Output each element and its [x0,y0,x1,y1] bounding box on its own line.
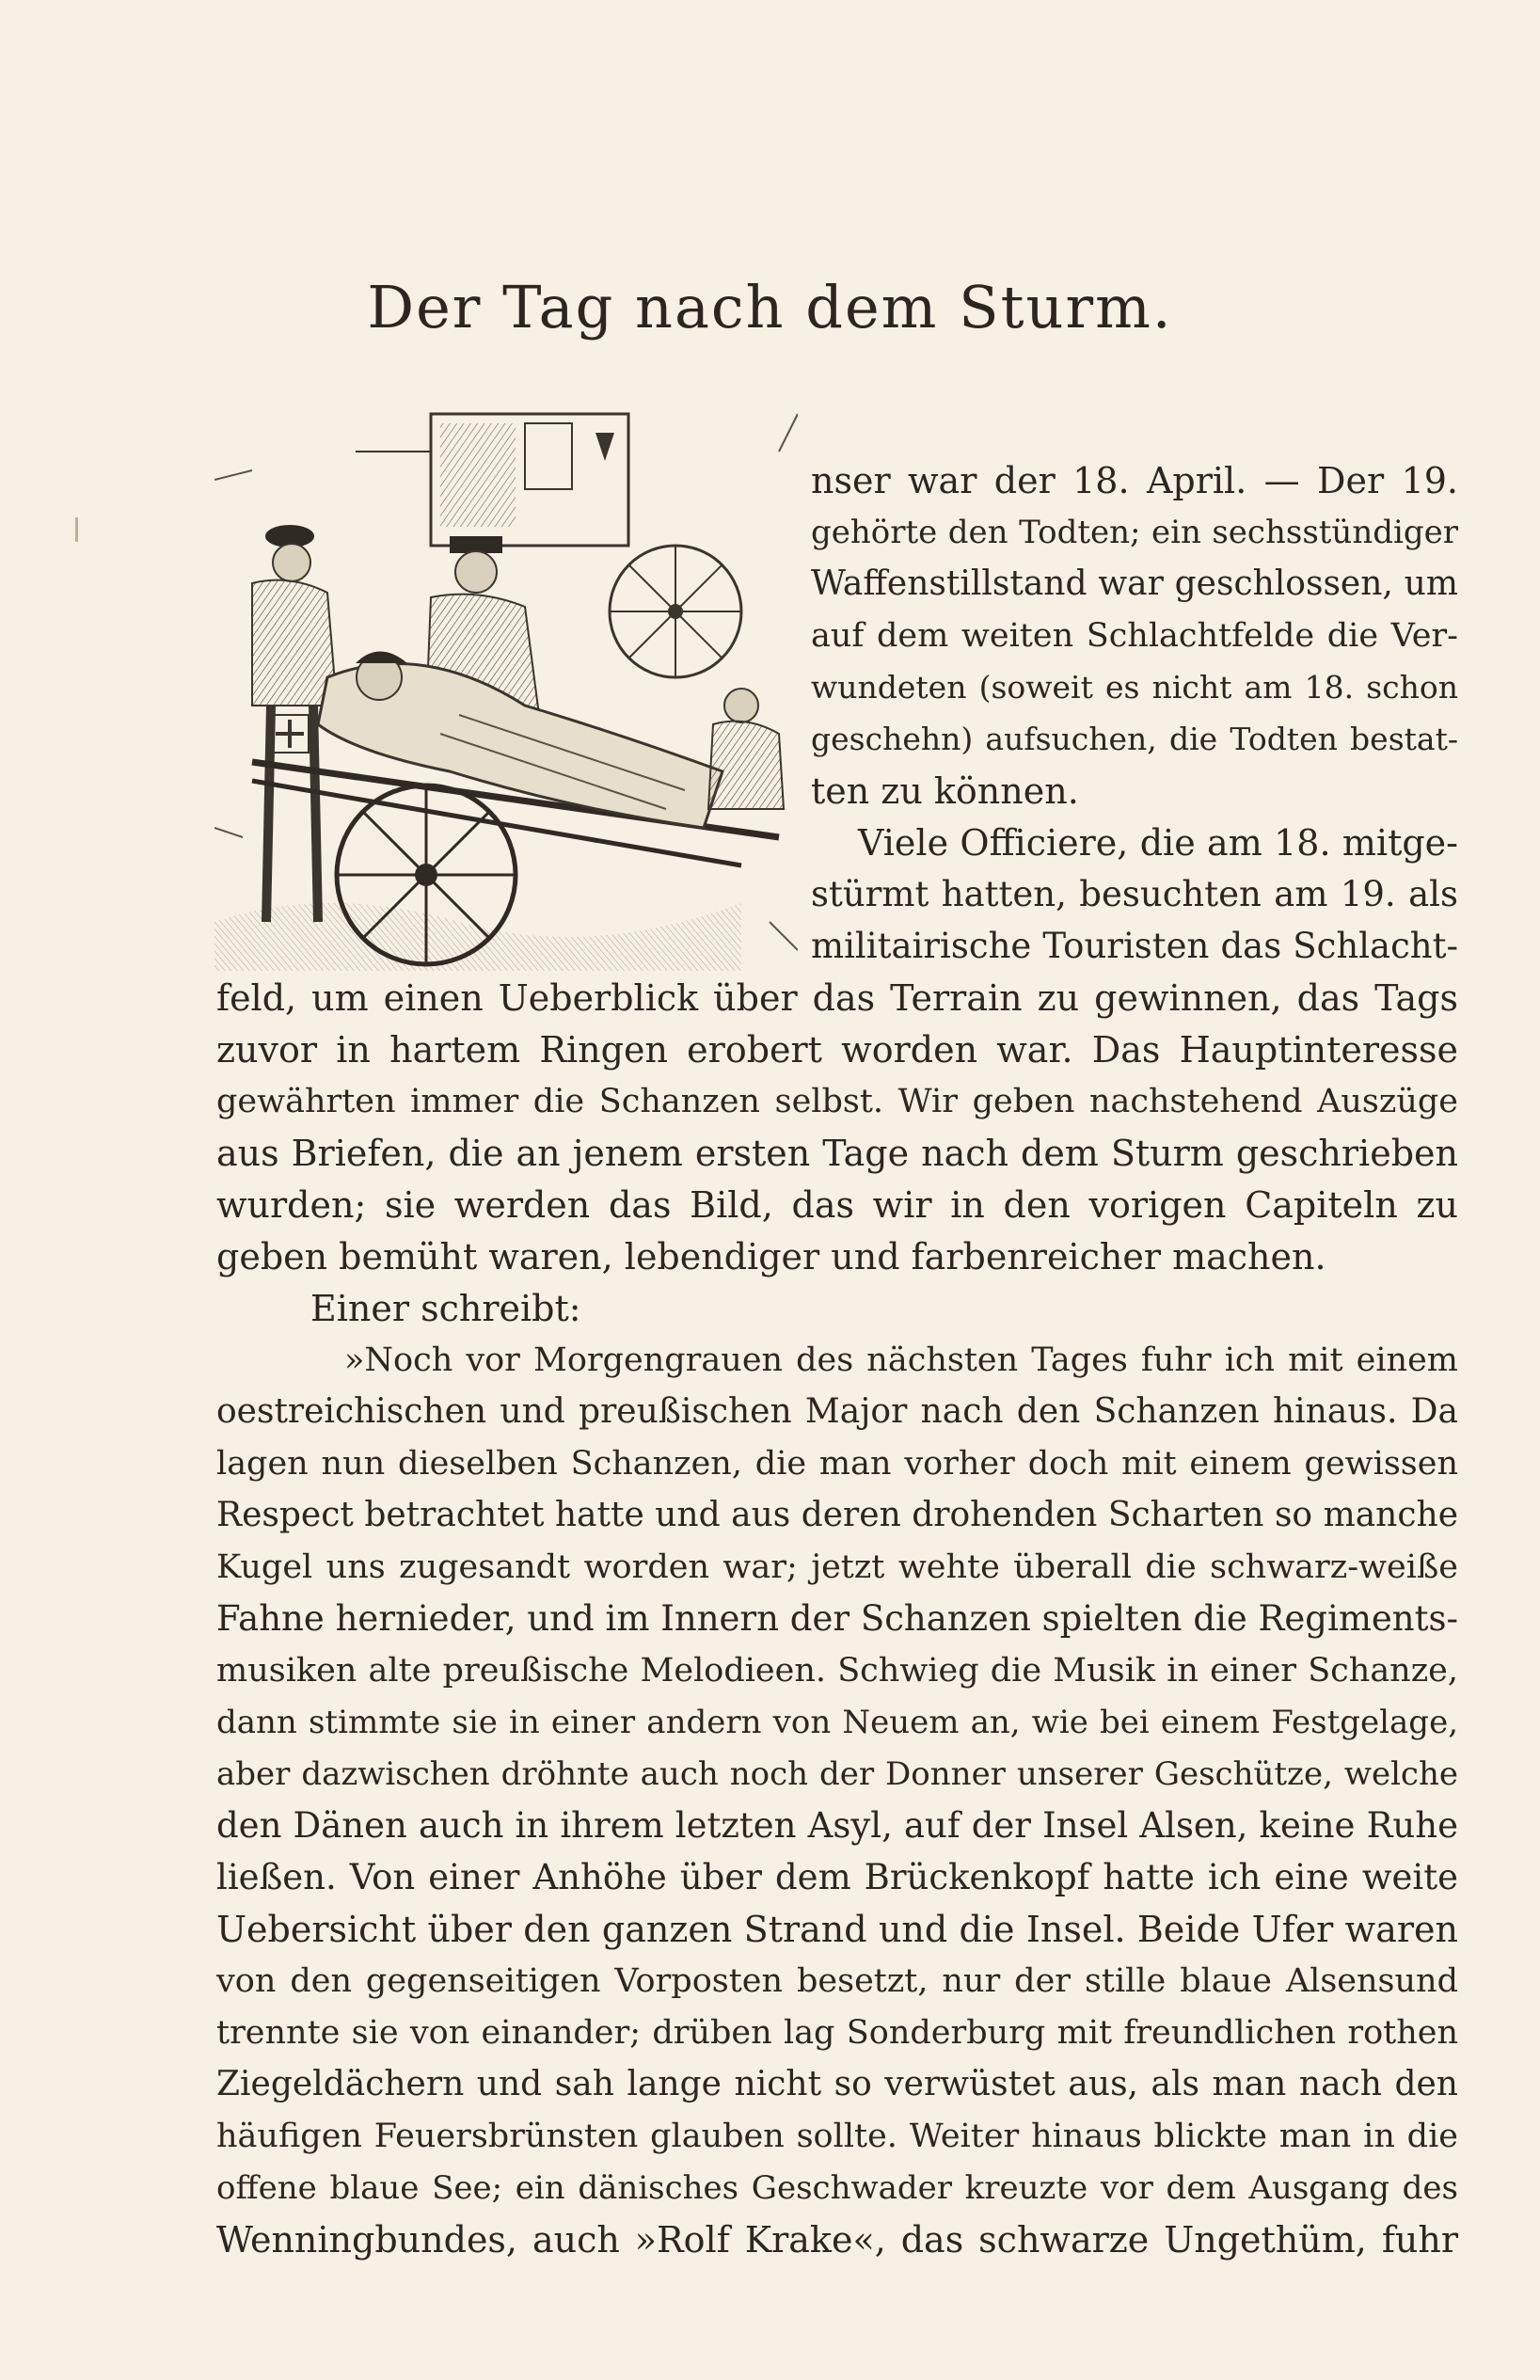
margin-mark [75,517,78,542]
quote-line: von den gegenseitigen Vorposten besetzt, nur der stille blaue Alsensund [216,1962,1458,2000]
paragraph-2-line: Viele Officiere, die am 18. mitge- [858,822,1458,864]
quote-line: musiken alte preußische Melodieen. Schwieg die Musik in einer Schanze, [216,1652,1458,1690]
quote-line: Kugel uns zugesandt worden war; jetzt wehte überall die schwarz-weiße [216,1548,1458,1586]
paragraph-1-line: gehörte den Todten; ein sechsstündiger [811,514,1458,551]
engraving-picture [214,395,798,971]
paragraph-2-line: geben bemüht waren, lebendiger und farbenreicher machen. [216,1236,1326,1277]
paragraph-2-line: feld, um einen Ueberblick über das Terrain zu gewinnen, das Tags [216,977,1458,1019]
paragraph-1-line: auf dem weiten Schlachtfelde die Ver- [811,617,1458,655]
paragraph-1-line: wundeten (soweit es nicht am 18. schon [811,669,1458,706]
page-title: Der Tag nach dem Sturm. [367,273,1173,341]
quote-line: Uebersicht über den ganzen Strand und die Insel. Beide Ufer waren [216,1909,1458,1950]
paragraph-3-line: Einer schreibt: [310,1288,581,1329]
paragraph-1-line: nser war der 18. April. — Der 19. [811,460,1458,501]
paragraph-1-line: Waffenstillstand war geschlossen, um [811,564,1458,603]
paragraph-2-line: stürmt hatten, besuchten am 19. als [811,874,1458,914]
quote-line: dann stimmte sie in einer andern von Neuem an, wie bei einem Festgelage, [216,1704,1458,1741]
quote-line: offene blaue See; ein dänisches Geschwader kreuzte vor dem Ausgang des [216,2169,1458,2207]
paragraph-2-line: militairische Touristen das Schlacht- [811,926,1458,966]
quote-line: den Dänen auch in ihrem letzten Asyl, auf der Insel Alsen, keine Ruhe [216,1805,1458,1846]
wounded-soldier-illustration [214,395,798,971]
quote-line: »Noch vor Morgengrauen des nächsten Tages fuhr ich mit einem [344,1341,1458,1379]
paragraph-2-line: wurden; sie werden das Bild, das wir in den vorigen Capiteln zu [216,1184,1458,1226]
paragraph-1-line: ten zu können. [811,770,1079,812]
quote-line: lagen nun dieselben Schanzen, die man vorher doch mit einem gewissen [216,1445,1458,1483]
quote-line: ließen. Von einer Anhöhe über dem Brückenkopf hatte ich eine weite [216,1857,1458,1897]
quote-line: trennte sie von einander; drüben lag Sonderburg mit freundlichen rothen [216,2014,1458,2052]
quote-line: oestreichischen und preußischen Major nach den Schanzen hinaus. Da [216,1392,1458,1431]
paragraph-1-line: geschehn) aufsuchen, die Todten bestat- [811,721,1458,757]
quote-line: Respect betrachtet hatte und aus deren drohenden Scharten so manche [216,1496,1458,1534]
paragraph-2-line: zuvor in hartem Ringen erobert worden war. Das Hauptinteresse [216,1029,1458,1071]
quote-line: Wenningbundes, auch »Rolf Krake«, das schwarze Ungethüm, fuhr [216,2219,1458,2261]
paragraph-2-line: aus Briefen, die an jenem ersten Tage nach dem Sturm geschrieben [216,1133,1458,1174]
quote-line: Ziegeldächern und sah lange nicht so verwüstet aus, als man nach den [216,2065,1458,2103]
paragraph-2-line: gewährten immer die Schanzen selbst. Wir geben nachstehend Auszüge [216,1083,1458,1120]
quote-line: häufigen Feuersbrünsten glauben sollte. Weiter hinaus blickte man in die [216,2118,1458,2155]
quote-line: Fahne hernieder, und im Innern der Schanzen spielten die Regiments- [216,1598,1458,1639]
quote-line: aber dazwischen dröhnte auch noch der Donner unserer Geschütze, welche [216,1755,1458,1793]
